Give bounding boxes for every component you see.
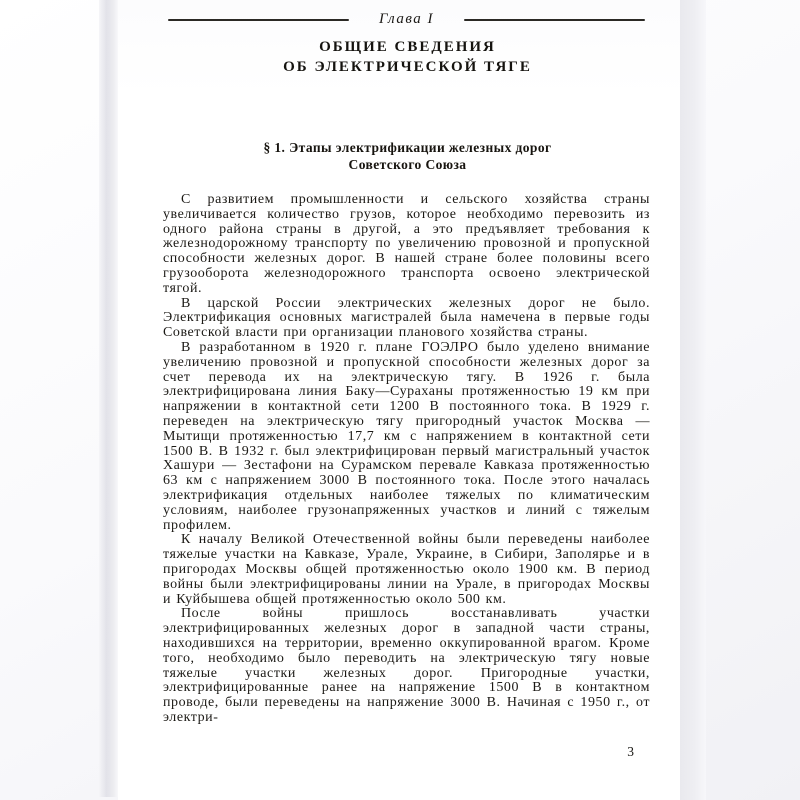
body-text [163,193,650,726]
section-heading-line2: Советского Союза [348,157,467,172]
chapter-header [168,11,645,28]
page-number: 3 [627,744,634,759]
chapter-title-line1: ОБЩИЕ СВЕДЕНИЯ [319,39,496,55]
page-right-edge-shadow [680,0,706,800]
chapter-rule-right [464,19,645,21]
page-left-edge-shadow [99,0,118,797]
paragraph-5: После войны пришлось восстанавливать участки электрифицированных железных дорог в западной части страны, находившихся на территории, временно оккупированной врагом. Кроме того, необходимо было переводить на электрическую тягу новые тяжелые участки железных дорог. Пригородные участки, электрифицированные ранее на напряжение 1500 В в контактном проводе, были переведены на напряжение 3000 В. Начиная с 1950 г., от электри- [163,606,650,725]
book-page [118,0,680,800]
chapter-label: Глава I [378,11,435,27]
paragraph-1: С развитием промышленности и сельского хозяйства страны увеличивается количество грузов, которое необходимо перевозить из одного района страны в другой, а это предъявляет требования к железнодорожному транспорту по увеличению провозной и пропускной способности железных дорог. В нашей стране более половины всего грузооборота железнодорожного транспорта освоено электрической тягой. [163,192,650,296]
chapter-title-line2: ОБ ЭЛЕКТРИЧЕСКОЙ ТЯГЕ [283,59,532,75]
paragraph-3: В разработанном в 1920 г. плане ГОЭЛРО было уделено внимание увеличению провозной и пропускной способности железных дорог за счет перевода их на электрическую тягу. В 1926 г. была электрифицирована линия Баку—Сураханы протяженностью 19 км при напряжении в контактной сети 1200 В постоянного тока. В 1929 г. переведен на электрическую тягу пригородный участок Москва — Мытищи протяженностью 17,7 км с напряжением в контактной сети 1500 В. В 1932 г. был электрифицирован первый магистральный участок Хашури — Зестафони на Сурамском перевале Кавказа протяженностью 63 км с напряжением 3000 В постоянного тока. После этого началась электрификация отдельных наиболее тяжелых по климатическим условиям, наиболее грузонапряженных участков и линий с тяжелым профилем. [163,339,650,533]
chapter-rule-left [168,19,349,21]
section-heading-line1: § 1. Этапы электрификации железных дорог [263,140,552,155]
paragraph-2: В царской России электрических железных дорог не было. Электрификация основных магистралей была намечена в первые годы Советской власти при организации планового хозяйства страны. [163,295,650,341]
chapter-title [164,37,651,77]
paragraph-4: К началу Великой Отечественной войны были переведены наиболее тяжелые участки на Кавказе, Урале, Украине, в Сибири, Заполярье и в пригородах Москвы общей протяженностью около 1900 км. В период войны были электрифицированы линии на Урале, в пригородах Москвы и Куйбышева общей протяженностью около 500 км. [163,532,650,607]
section-heading [164,139,651,173]
